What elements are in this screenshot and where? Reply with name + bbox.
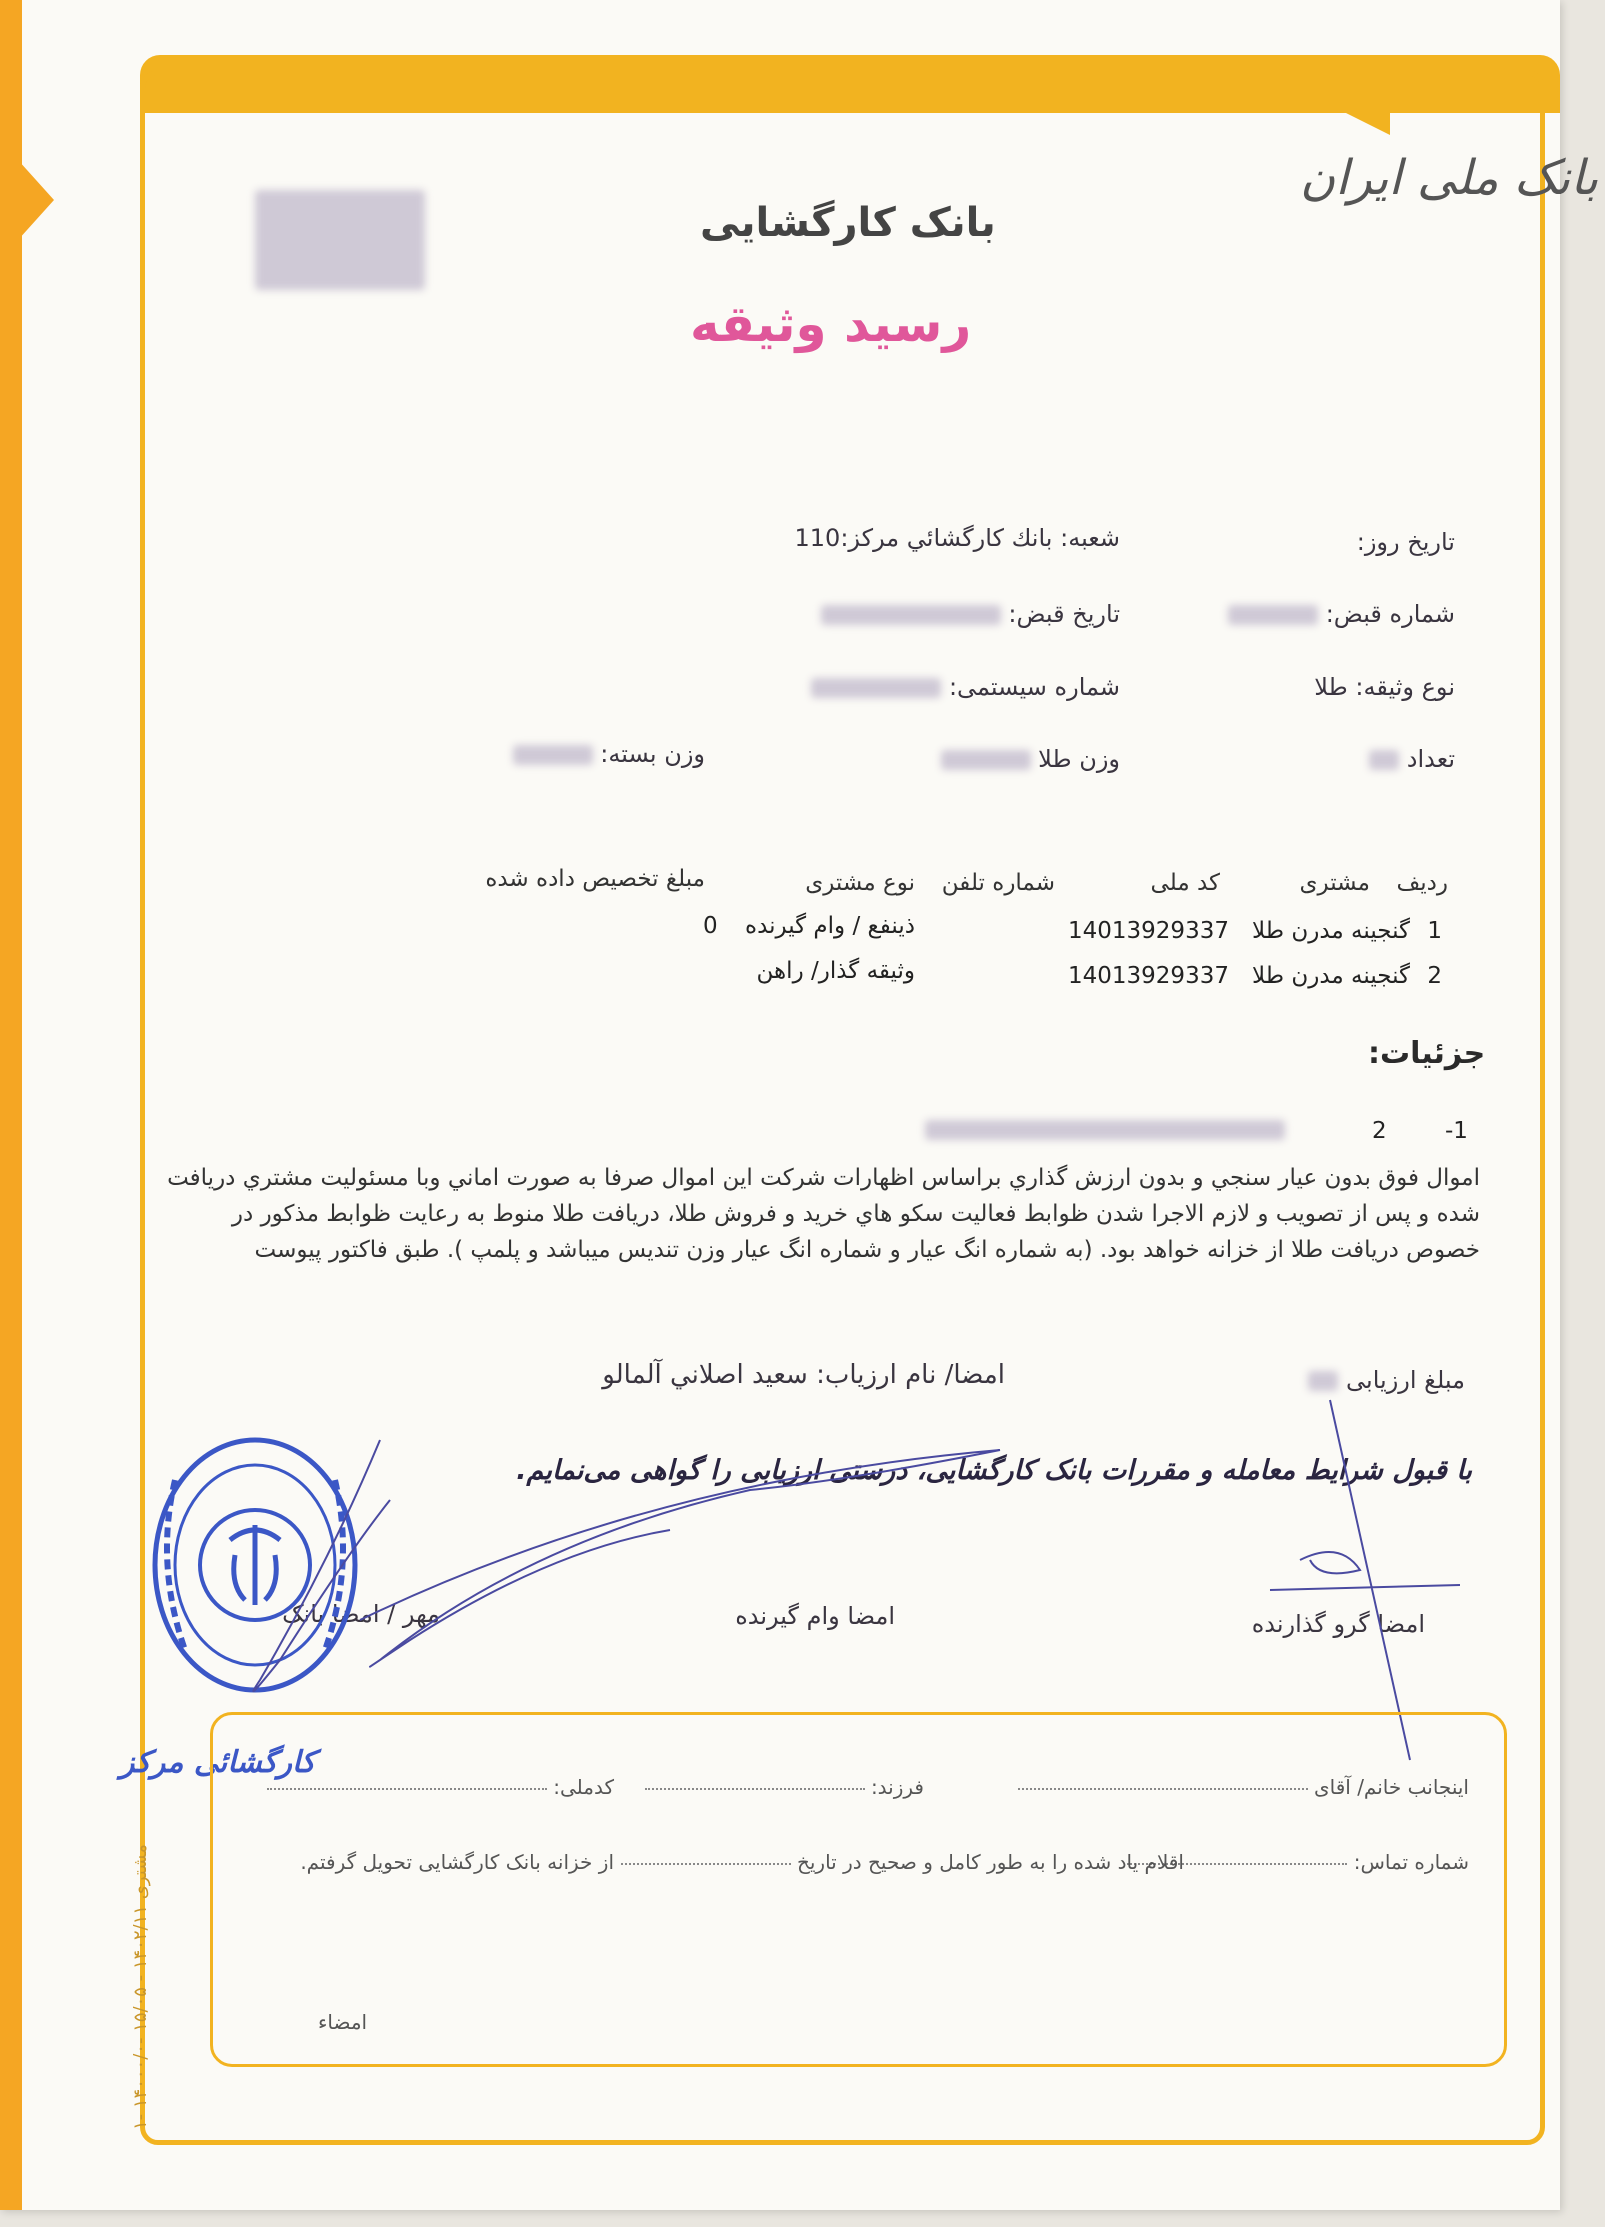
- branch-value: 110: [794, 524, 841, 552]
- items-text: اقلام یاد شده را به طور کامل و صحیح در تاریخ: [796, 1850, 1184, 1874]
- package-weight-field: [513, 740, 705, 768]
- redacted-system-no: [811, 678, 941, 698]
- count-label: تعداد: [1406, 745, 1455, 773]
- redacted-gold-weight: [941, 750, 1031, 770]
- collateral-type-field: [1314, 673, 1455, 701]
- branch-label: شعبه: بانك کارگشائي مرکز:: [840, 524, 1120, 552]
- details-line-count: 2: [1372, 1118, 1387, 1144]
- items-field: [621, 1850, 1184, 1874]
- national-code-label: کدملی:: [553, 1775, 614, 1799]
- redacted-count: [1369, 750, 1399, 770]
- system-no-field: [811, 673, 1120, 701]
- details-title: جزئیات:: [1368, 1036, 1486, 1071]
- package-weight-label: وزن بسته:: [600, 740, 705, 768]
- row2-customer: گنجینه مدرن طلا: [1252, 963, 1410, 989]
- bank-logo: بانک ملی ایران: [1300, 150, 1599, 206]
- receipt-date-field: [821, 600, 1120, 628]
- national-code-field: [267, 1775, 614, 1799]
- child-of-label: فرزند:: [870, 1775, 924, 1799]
- pledger-signature-label: امضا گرو گذارنده: [1251, 1610, 1425, 1638]
- seal-text: کارگشائی مرکز: [120, 1745, 316, 1780]
- receipt-no-label: شماره قبض:: [1325, 600, 1455, 628]
- borrower-signature-label: امضا وام گیرنده: [735, 1602, 895, 1630]
- gold-weight-label: وزن طلا: [1038, 745, 1120, 773]
- redacted-corner: [255, 190, 425, 290]
- redacted-package-weight: [513, 745, 593, 765]
- date-line[interactable]: [621, 1862, 791, 1865]
- doc-title: رسید وثیقه: [690, 295, 972, 353]
- collateral-type-value: طلا: [1314, 673, 1348, 701]
- receipt-no-field: [1228, 600, 1455, 628]
- bank-seal-icon: [135, 1390, 385, 1720]
- phone-label: شماره تماس:: [1353, 1850, 1469, 1874]
- collateral-type-label: نوع وثیقه:: [1355, 673, 1455, 701]
- acceptance-statement: با قبول شرایط معامله و مقررات بانک کارگشایی، درستی ارزیابی را گواهی می‌نمایم.: [516, 1455, 1472, 1486]
- system-no-label: شماره سیستمی:: [948, 673, 1120, 701]
- row1-type: ذینفع / وام گیرنده: [745, 913, 915, 939]
- child-of-field: [645, 1775, 924, 1799]
- branch-field: [795, 524, 1121, 552]
- row2-idx: 2: [1427, 963, 1442, 989]
- row1-national-code: 14013929337: [1068, 918, 1229, 944]
- th-customer: مشتری: [1299, 870, 1370, 896]
- sign-label: امضاء: [318, 2010, 368, 2034]
- appraiser-field: [602, 1360, 1005, 1390]
- child-of-line[interactable]: [645, 1787, 865, 1790]
- count-field: [1369, 745, 1455, 773]
- details-paragraph: اموال فوق بدون عیار سنجي و بدون ارزش گذاري براساس اظهارات شرکت این اموال صرفا به صورت اماني وبا مسئولیت مشتري دریافت شده و پس از تصویب و لازم الاجرا شدن ظوابط فعالیت سکو هاي خرید و فروش طلا، دریافت طلا منوط به رعایت ظوابط مذکور در خصوص دریافت طلا از خزانه خواهد بود. (به شماره انگ عیار و شماره انگ عیار وزن تندیس میباشد و پلمپ ). طبق فاکتور پیوست: [167, 1165, 1480, 1263]
- redacted-receipt-date: [821, 605, 1001, 625]
- name-line[interactable]: [1018, 1787, 1308, 1790]
- left-notch-shape: [18, 160, 54, 240]
- gold-weight-field: [941, 745, 1121, 773]
- appraisal-amount-label: مبلغ ارزیابی: [1346, 1366, 1465, 1394]
- from-treasury-text: از خزانه بانک کارگشایی تحویل گرفتم.: [300, 1850, 614, 1874]
- name-field: [1018, 1775, 1469, 1799]
- redacted-receipt-no: [1228, 605, 1318, 625]
- th-amount: مبلغ تخصیص داده شده: [485, 866, 705, 892]
- th-national-code: کد ملی: [1150, 870, 1220, 896]
- national-code-line[interactable]: [267, 1787, 547, 1790]
- th-phone: شماره تلفن: [941, 870, 1055, 896]
- bank-title: بانک کارگشایی: [700, 200, 996, 246]
- row1-customer: گنجینه مدرن طلا: [1252, 918, 1410, 944]
- row1-amount: 0: [703, 913, 718, 939]
- redacted-details-desc: [925, 1120, 1285, 1140]
- bank-signature-label: مهر / امضا بانک: [282, 1600, 440, 1628]
- row1-idx: 1: [1427, 918, 1442, 944]
- appraiser-label: امضا/ نام ارزیاب:: [816, 1360, 1005, 1390]
- appraisal-amount-field: [1308, 1366, 1465, 1394]
- redacted-appraisal-amount: [1308, 1371, 1338, 1391]
- details-line-index: -1: [1445, 1118, 1468, 1144]
- row2-type: وثیقه گذار/ راهن: [756, 958, 915, 984]
- left-color-strip: [0, 0, 22, 2210]
- date-label: تاریخ روز:: [1356, 528, 1455, 556]
- row2-national-code: 14013929337: [1068, 963, 1229, 989]
- name-label: اینجانب خانم/ آقای: [1313, 1775, 1469, 1799]
- th-row: ردیف: [1396, 870, 1448, 896]
- receipt-date-label: تاریخ قبض:: [1008, 600, 1120, 628]
- delivery-form-box: [210, 1712, 1507, 2067]
- th-customer-type: نوع مشتری: [805, 870, 915, 896]
- side-print: ۱- مشتری ۱۴۰۲/۱۱ - ۱۵/۰۵ -۱۴۰۰۰/۰: [130, 1844, 151, 2130]
- appraiser-name: سعید اصلاني آلمالو: [602, 1360, 808, 1390]
